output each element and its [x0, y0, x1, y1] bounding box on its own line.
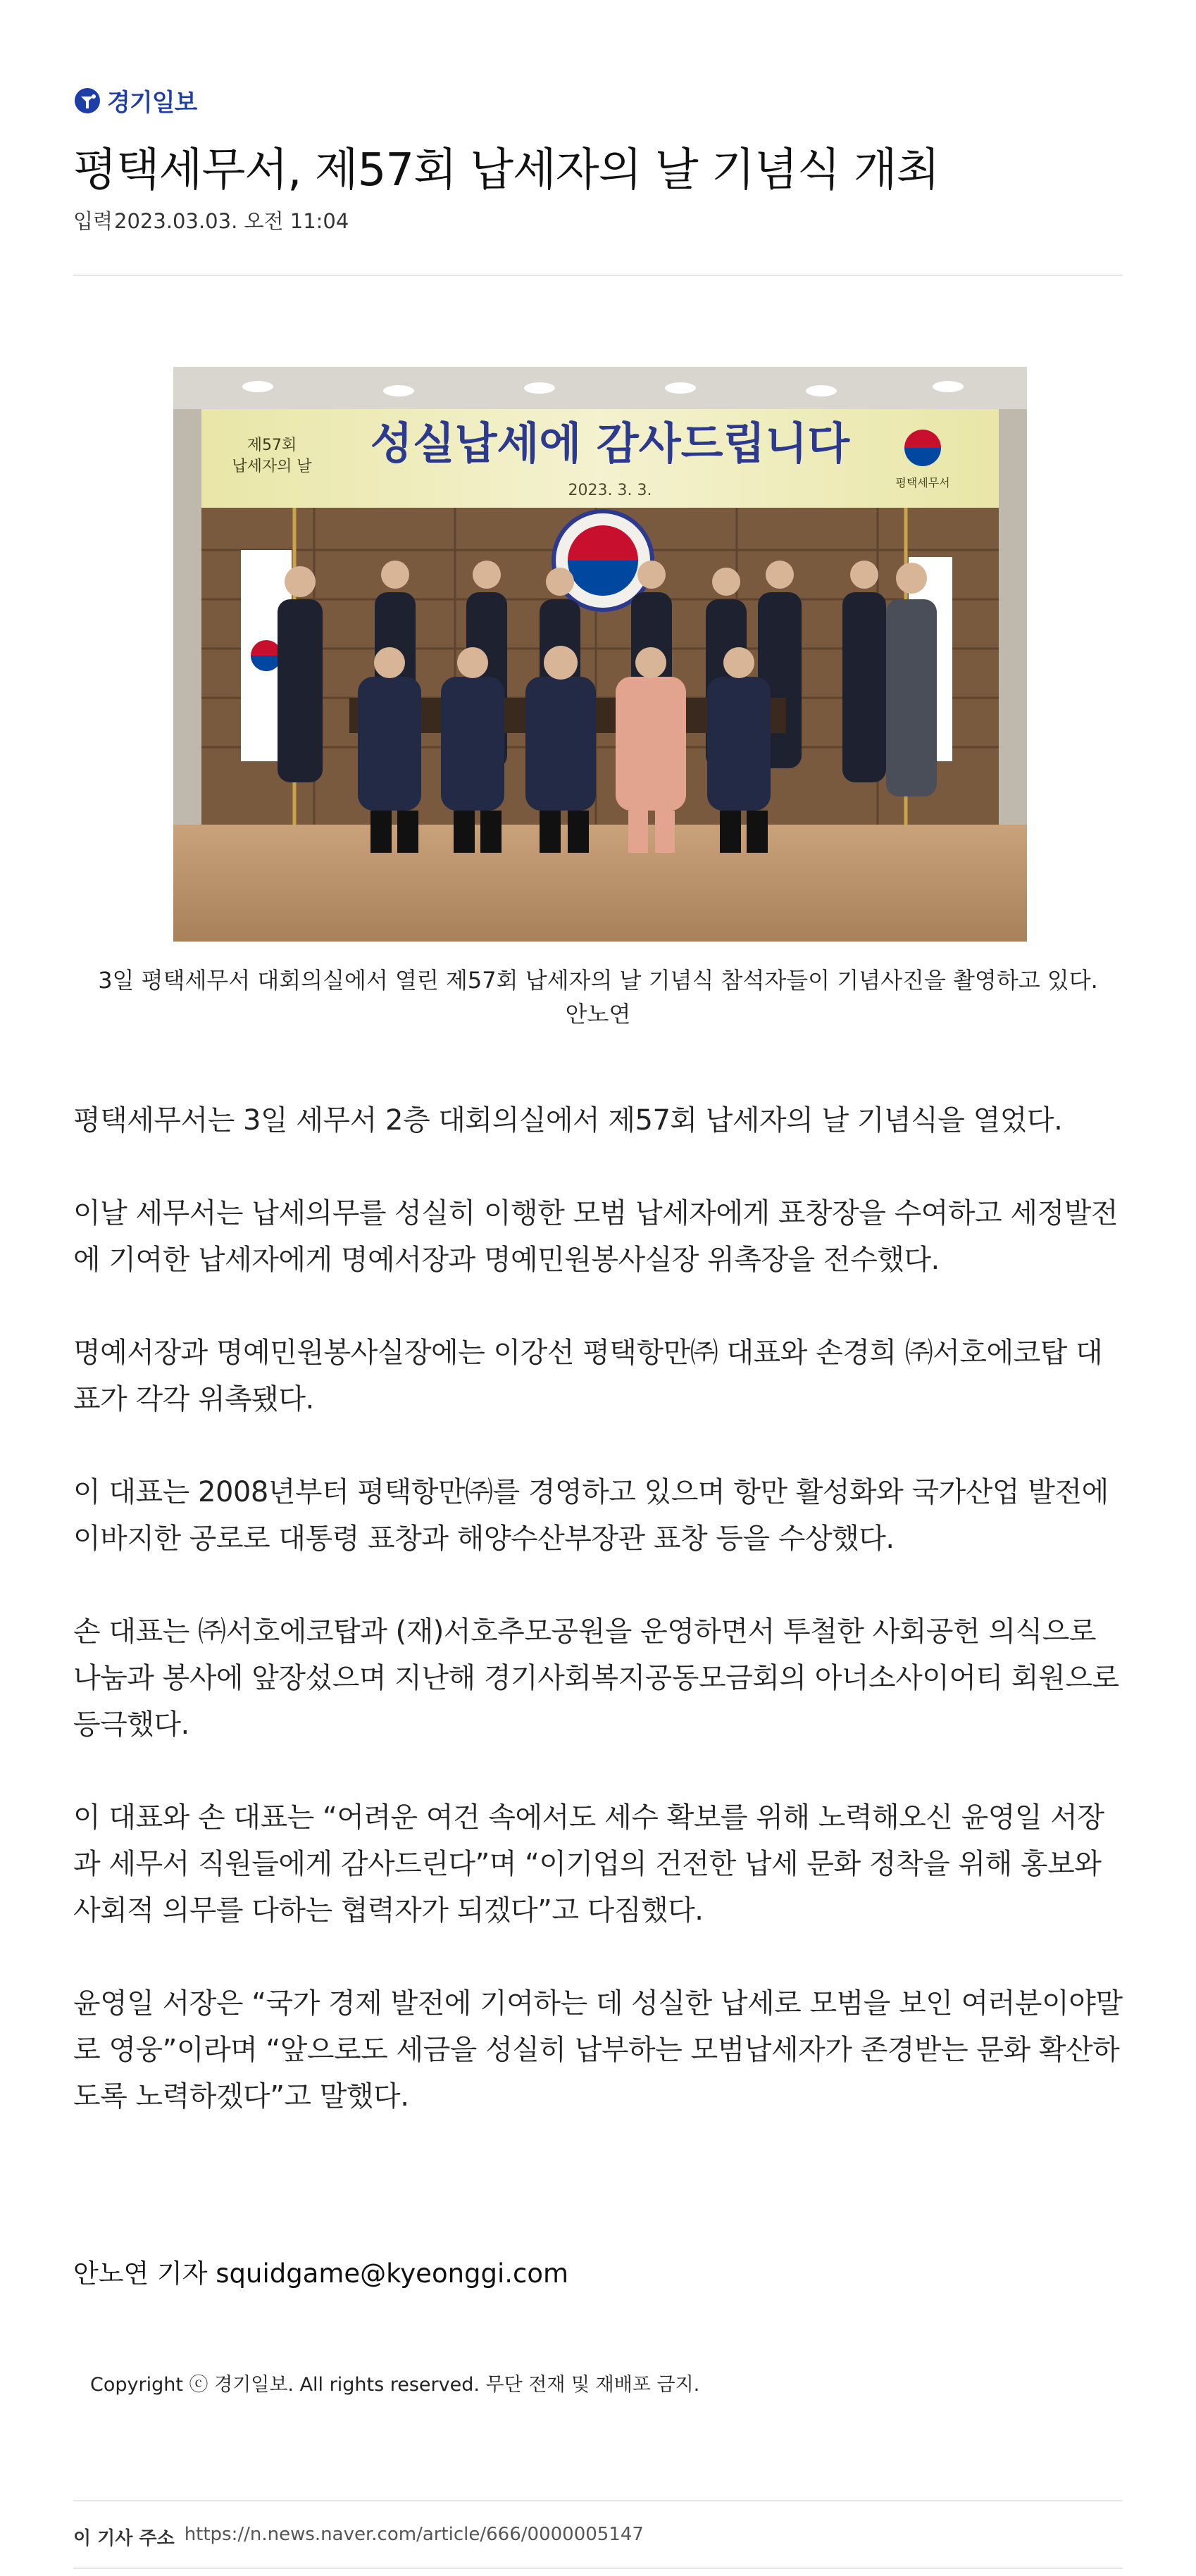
footer-divider	[73, 2500, 1123, 2501]
article-url-link[interactable]: https://n.news.naver.com/article/666/0000005147	[184, 2524, 644, 2545]
article-url-row	[73, 2524, 644, 2550]
date-value: 2023.03.03. 오전 11:04	[114, 209, 349, 233]
caption-text: 3일 평택세무서 대회의실에서 열린 제57회 납세자의 날 기념식 참석자들이 기념사진을 촬영하고 있다.	[98, 967, 1098, 994]
kyeonggi-ilbo-logo-icon	[73, 87, 101, 115]
body-paragraph: 이날 세무서는 납세의무를 성실히 이행한 모범 납세자에게 표창장을 수여하고 세정발전에 기여한 납세자에게 명예서장과 명예민원봉사실장 위촉장을 전수했다.	[73, 1197, 1118, 1276]
photo-caption	[73, 963, 1123, 1031]
taeguk-emblem-icon	[904, 430, 941, 466]
body-paragraph: 평택세무서는 3일 세무서 2층 대회의실에서 제57회 납세자의 날 기념식을 열었다.	[73, 1104, 1063, 1137]
body-paragraph: 손 대표는 ㈜서호에코탑과 (재)서호추모공원을 운영하면서 투철한 사회공헌 의식으로 나눔과 봉사에 앞장섰으며 지난해 경기사회복지공동모금회의 아너소사이어티 회원으로 등극했다.	[73, 1615, 1119, 1741]
publisher-logo[interactable]	[73, 83, 197, 118]
logo-text: 경기일보	[107, 89, 197, 117]
body-paragraph: 윤영일 서장은 “국가 경제 발전에 기여하는 데 성실한 납세로 모범을 보인 여러분이야말로 영웅”이라며 “앞으로도 세금을 성실히 납부하는 모범납세자가 존경받는 문화 확산하도록 노력하겠다”고 말했다.	[73, 1987, 1123, 2113]
banner-main-text: 성실납세에 감사드립니다	[370, 418, 850, 469]
article-title: 평택세무서, 제57회 납세자의 날 기념식 개최	[73, 144, 940, 196]
banner-right: 평택세무서	[895, 476, 950, 489]
article-photo[interactable]	[173, 367, 1027, 942]
bottom-divider	[73, 2568, 1123, 2569]
date-label: 입력	[73, 209, 113, 233]
caption-credit: 안노연	[565, 1001, 631, 1027]
header-divider	[73, 275, 1123, 276]
body-paragraph: 이 대표와 손 대표는 “어려운 여건 속에서도 세수 확보를 위해 노력해오신 윤영일 서장과 세무서 직원들에게 감사드린다”며 “이기업의 건전한 납세 문화 정착을 위해 홍보와 사회적 의무를 다하는 협력자가 되겠다”고 다짐했다.	[73, 1801, 1104, 1927]
article-body	[73, 1097, 1123, 2166]
article-url-label: 이 기사 주소	[73, 2528, 175, 2549]
reporter-byline: 안노연 기자 squidgame@kyeonggi.com	[73, 2258, 569, 2289]
copyright-notice: Copyright ⓒ 경기일보. All rights reserved. 무단 전재 및 재배포 금지.	[90, 2374, 700, 2396]
banner-left-line2: 납세자의 날	[232, 458, 312, 475]
banner-left-line1: 제57회	[247, 437, 297, 454]
body-paragraph: 명예서장과 명예민원봉사실장에는 이강선 평택항만㈜ 대표와 손경희 ㈜서호에코탑 대표가 각각 위촉됐다.	[73, 1337, 1103, 1415]
article-dateline	[73, 206, 349, 235]
body-paragraph: 이 대표는 2008년부터 평택항만㈜를 경영하고 있으며 항만 활성화와 국가산업 발전에 이바지한 공로로 대통령 표창과 해양수산부장관 표창 등을 수상했다.	[73, 1476, 1109, 1555]
banner-date: 2023. 3. 3.	[568, 482, 652, 499]
